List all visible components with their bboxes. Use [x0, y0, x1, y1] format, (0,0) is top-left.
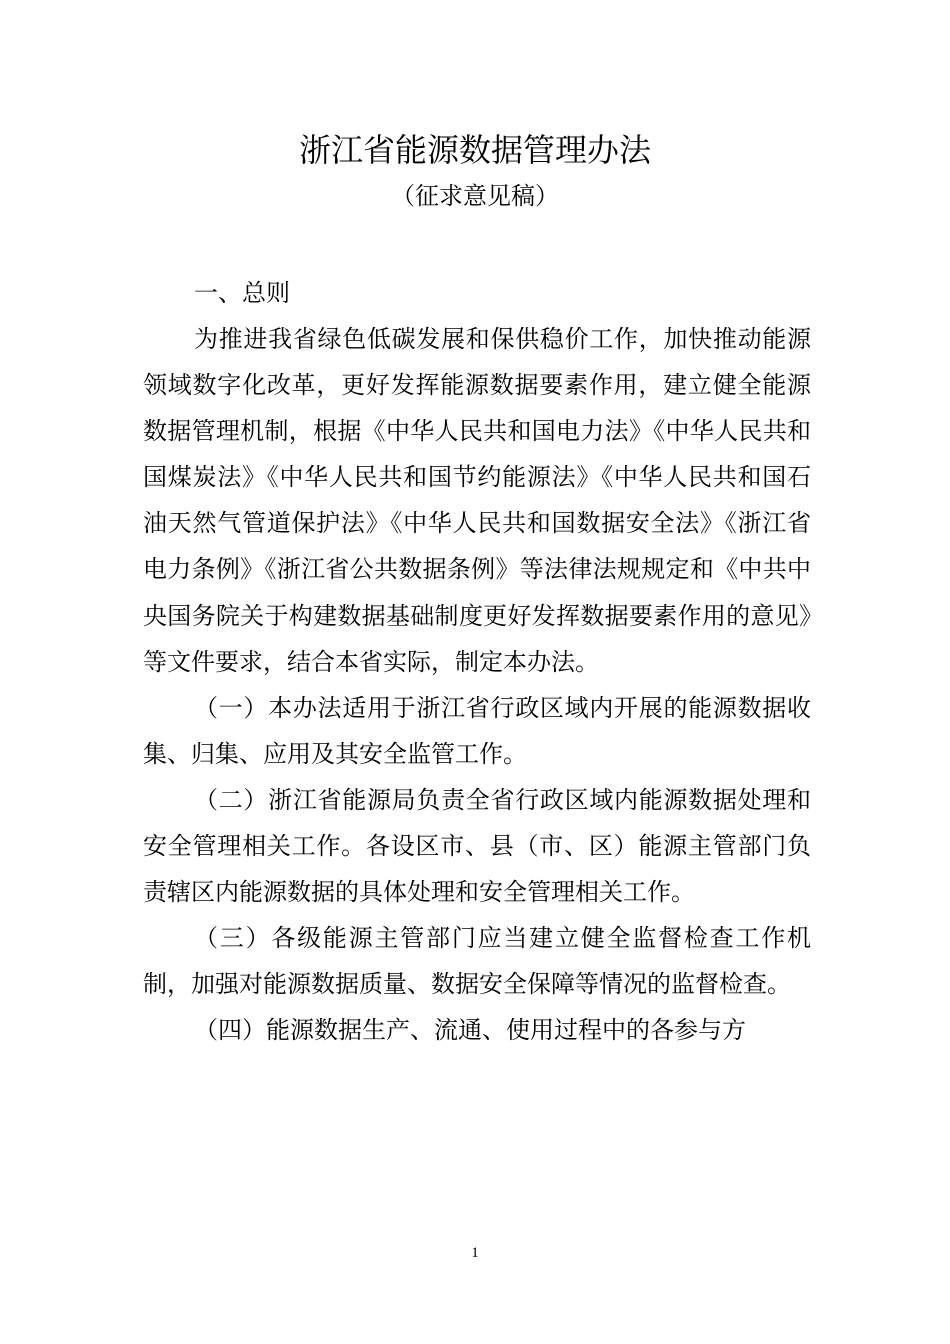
- section-heading: 一、总则: [194, 279, 290, 307]
- paragraph-item-4: （四）能源数据生产、流通、使用过程中的各参与方: [194, 1016, 746, 1045]
- document-subtitle: （征求意见稿）: [391, 182, 559, 210]
- paragraph-item-1: （一）本办法适用于浙江省行政区域内开展的能源数据收集、归集、应用及其安全监管工作。: [143, 693, 811, 768]
- paragraph-preamble: 为推进我省绿色低碳发展和保供稳价工作，加快推动能源领域数字化改革，更好发挥能源数据要素作用，建立健全能源数据管理机制，根据《中华人民共和国电力法》《中华人民共和国煤炭法》《中华人民共和国节约能源法》《中华人民共和国石油天然气管道保护法》《中华人民共和国数据安全法》《浙江省电力条例》《浙江省公共数据条例》等法律法规规定和《中共中央国务院关于构建数据基础制度更好发挥数据要素作用的意见》等文件要求，结合本省实际，制定本办法。: [143, 325, 811, 676]
- document-body: [143, 270, 811, 1054]
- page-number: 1: [471, 1245, 479, 1261]
- paragraph-item-3: （三）各级能源主管部门应当建立健全监督检查工作机制，加强对能源数据质量、数据安全保障等情况的监督检查。: [143, 924, 811, 999]
- document-title: 浙江省能源数据管理办法: [298, 131, 651, 169]
- paragraph-item-2: （二）浙江省能源局负责全省行政区域内能源数据处理和安全管理相关工作。各设区市、县（市、区）能源主管部门负责辖区内能源数据的具体处理和安全管理相关工作。: [143, 785, 811, 907]
